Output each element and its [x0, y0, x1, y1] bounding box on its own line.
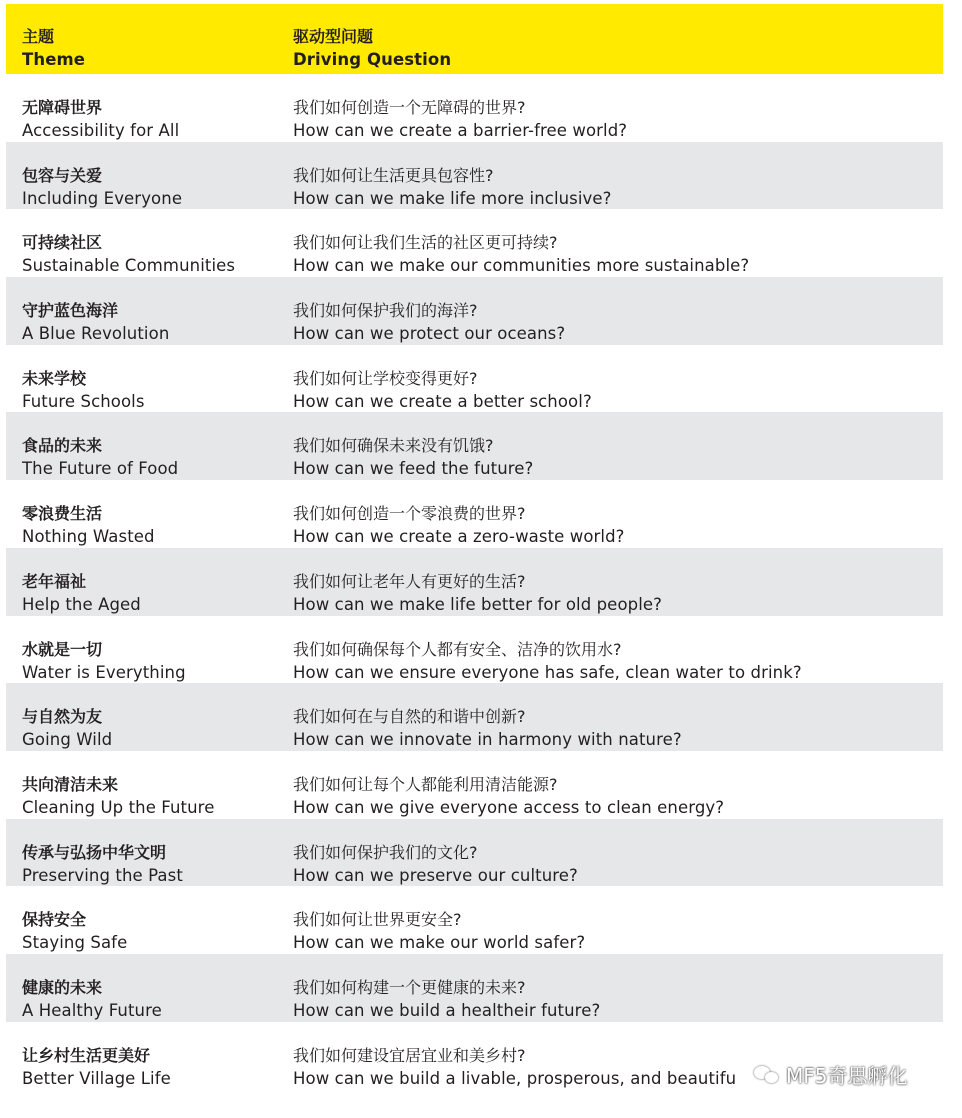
table-row [6, 480, 943, 548]
question-cell [293, 96, 933, 142]
table-row [6, 616, 943, 684]
theme-en: Staying Safe [22, 933, 128, 953]
question-en: How can we create a barrier-free world? [293, 121, 628, 140]
theme-zh: 守护蓝色海洋 [22, 301, 119, 321]
header-theme-zh: 主题 [22, 27, 55, 46]
question-en: How can we innovate in harmony with nature? [293, 730, 682, 750]
theme-cell [22, 299, 280, 345]
question-zh: 我们如何让学校变得更好? [293, 368, 478, 388]
question-cell [293, 231, 933, 277]
theme-cell [22, 841, 280, 887]
theme-en: Cleaning Up the Future [22, 797, 215, 817]
theme-en: Preserving the Past [22, 865, 183, 885]
theme-cell [22, 976, 280, 1022]
question-zh: 我们如何保护我们的海洋? [293, 301, 478, 321]
theme-cell [22, 705, 280, 751]
table-row [6, 886, 943, 954]
question-cell [293, 773, 933, 819]
table-row [6, 819, 943, 887]
theme-zh: 健康的未来 [22, 977, 103, 997]
theme-zh: 与自然为友 [22, 707, 103, 727]
question-zh: 我们如何在与自然的和谐中创新? [293, 707, 526, 727]
watermark [754, 1056, 907, 1092]
theme-zh: 老年福祉 [22, 571, 87, 591]
question-zh: 我们如何建设宜居宜业和美乡村? [293, 1045, 526, 1065]
theme-cell [22, 1044, 280, 1090]
theme-cell [22, 231, 280, 277]
table-row [6, 751, 943, 819]
theme-cell [22, 773, 280, 819]
question-zh: 我们如何让每个人都能利用清洁能源? [293, 774, 558, 794]
question-en: How can we make our world safer? [293, 933, 586, 953]
question-en: How can we ensure everyone has safe, clean water to drink? [293, 662, 802, 682]
theme-zh: 食品的未来 [22, 436, 103, 456]
header-theme [22, 25, 280, 71]
header-theme-en: Theme [22, 50, 86, 69]
theme-zh: 让乡村生活更美好 [22, 1045, 151, 1065]
question-zh: 我们如何让生活更具包容性? [293, 165, 494, 185]
question-cell [293, 502, 933, 548]
theme-en: A Blue Revolution [22, 324, 170, 344]
theme-zh: 无障碍世界 [22, 98, 103, 117]
table-row [6, 277, 943, 345]
question-zh: 我们如何保护我们的文化? [293, 842, 478, 862]
theme-en: Help the Aged [22, 594, 141, 614]
question-en: How can we make life better for old people? [293, 594, 662, 614]
question-zh: 我们如何构建一个更健康的未来? [293, 977, 526, 997]
question-cell [293, 908, 933, 954]
table-row [6, 209, 943, 277]
theme-cell [22, 570, 280, 616]
theme-zh: 未来学校 [22, 368, 87, 388]
question-en: How can we make life more inclusive? [293, 188, 612, 208]
table-body [6, 74, 943, 1089]
question-en: How can we build a healtheir future? [293, 1000, 601, 1020]
question-cell [293, 570, 933, 616]
theme-en: Water is Everything [22, 662, 186, 682]
themes-table [6, 4, 943, 1089]
question-cell [293, 299, 933, 345]
theme-en: Better Village Life [22, 1068, 171, 1088]
theme-en: Future Schools [22, 391, 145, 411]
question-zh: 我们如何确保每个人都有安全、洁净的饮用水? [293, 639, 622, 659]
theme-cell [22, 434, 280, 480]
table-row [6, 345, 943, 413]
wechat-icon [754, 1063, 780, 1085]
theme-cell [22, 638, 280, 684]
header-question-zh: 驱动型问题 [293, 27, 374, 46]
theme-en: The Future of Food [22, 459, 179, 479]
theme-en: Accessibility for All [22, 121, 180, 140]
theme-cell [22, 367, 280, 413]
question-en: How can we give everyone access to clean energy? [293, 797, 725, 817]
theme-en: Nothing Wasted [22, 527, 155, 547]
question-en: How can we feed the future? [293, 459, 534, 479]
question-en: How can we build a livable, prosperous, and beautifu [293, 1068, 737, 1088]
theme-zh: 包容与关爱 [22, 165, 103, 185]
theme-zh: 可持续社区 [22, 233, 103, 253]
question-en: How can we protect our oceans? [293, 324, 566, 344]
theme-en: A Healthy Future [22, 1000, 162, 1020]
question-zh: 我们如何创造一个零浪费的世界? [293, 504, 526, 524]
table-row [6, 954, 943, 1022]
question-zh: 我们如何让老年人有更好的生活? [293, 571, 526, 591]
question-cell [293, 705, 933, 751]
question-zh: 我们如何创造一个无障碍的世界? [293, 98, 526, 117]
question-en: How can we create a zero-waste world? [293, 527, 625, 547]
watermark-text: MF5奇思孵化 [786, 1063, 908, 1088]
question-cell [293, 638, 933, 684]
theme-zh: 水就是一切 [22, 639, 103, 659]
question-cell [293, 434, 933, 480]
question-cell [293, 164, 933, 210]
question-zh: 我们如何让世界更安全? [293, 910, 462, 930]
theme-en: Going Wild [22, 730, 113, 750]
question-cell [293, 367, 933, 413]
table-row [6, 142, 943, 210]
theme-zh: 零浪费生活 [22, 504, 103, 524]
question-cell [293, 841, 933, 887]
theme-cell [22, 164, 280, 210]
theme-cell [22, 96, 280, 142]
table-row [6, 74, 943, 142]
question-cell [293, 976, 933, 1022]
table-header [6, 4, 943, 74]
table-row [6, 548, 943, 616]
theme-cell [22, 908, 280, 954]
header-question-en: Driving Question [293, 50, 452, 69]
theme-zh: 保持安全 [22, 910, 87, 930]
theme-cell [22, 502, 280, 548]
question-en: How can we create a better school? [293, 391, 592, 411]
theme-zh: 传承与弘扬中华文明 [22, 842, 167, 862]
table-row [6, 683, 943, 751]
question-en: How can we preserve our culture? [293, 865, 578, 885]
theme-en: Including Everyone [22, 188, 183, 208]
theme-en: Sustainable Communities [22, 256, 236, 276]
question-zh: 我们如何让我们生活的社区更可持续? [293, 233, 558, 253]
question-zh: 我们如何确保未来没有饥饿? [293, 436, 494, 456]
table-row [6, 412, 943, 480]
theme-zh: 共向清洁未来 [22, 774, 119, 794]
question-en: How can we make our communities more sustainable? [293, 256, 750, 276]
header-question [293, 25, 933, 71]
